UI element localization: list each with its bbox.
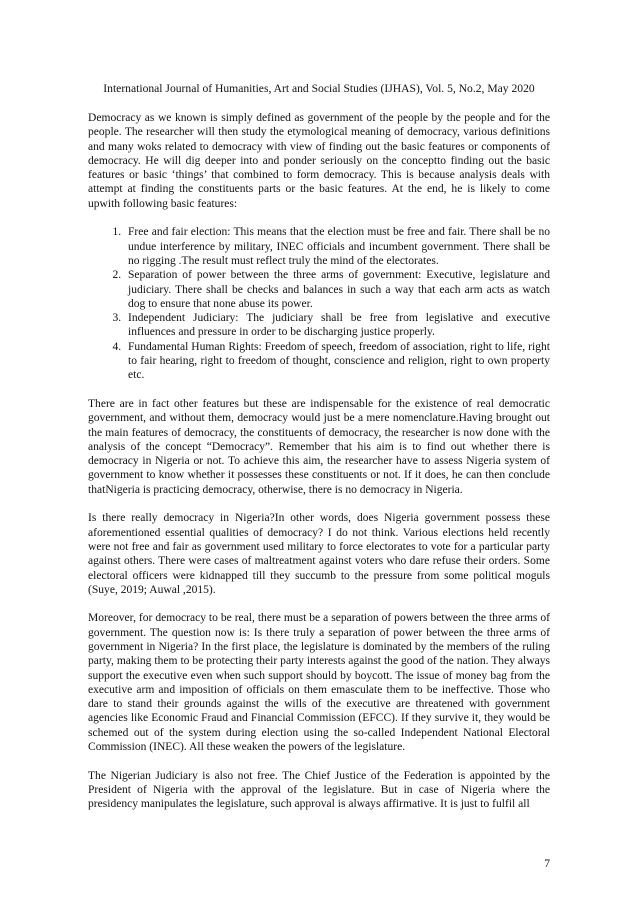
intro-paragraph: Democracy as we known is simply defined as government of the people by the people and for the people. The researcher will then study the etymological meaning of democracy, various definitions and many woks related to democracy with view of finding out the basic features or components of democracy. He will dig deeper into and ponder seriously on the conceptto finding out the basic features or basic ‘things’ that combined to form democracy. This is because analysis deals with attempt at finding the constituents parts or the basic features. At the end, he is likely to come upwith following basic features: [88, 112, 550, 210]
feature-item-3: 3. Independent Judiciary: The judiciary shall be free from legislative and executive influences and pressure in order to be discharging justice properly. [124, 311, 550, 340]
body-paragraph-3: Moreover, for democracy to be real, there must be a separation of powers between the three arms of government. The question now is: Is there truly a separation of power between the three arms of government in Nigeria? In the first place, the legislature is dominated by the members of the ruling party, making them to be protecting their party interests against the good of the nation. They always support the executive even when such support should by boycott. The issue of money bag from the executive arm and imposition of officials on them emasculate them to be ineffective. Those who dare to stand their grounds against the wills of the executive are threatened with government agencies like Economic Fraud and Financial Commission (EFCC). If they survive it, they would be schemed out of the system during election using the so-called Independent National Electoral Commission (INEC). All these weaken the powers of the legislature. [88, 612, 550, 754]
feature-item-4: 4. Fundamental Human Rights: Freedom of speech, freedom of association, right to life, right to fair hearing, right to freedom of thought, conscience and religion, right to own property etc. [124, 340, 550, 383]
feature-item-2: 2. Separation of power between the three arms of government: Executive, legislature and judiciary. There shall be checks and balances in such a way that each arm acts as watch dog to ensure that none abuse its power. [124, 268, 550, 311]
body-paragraph-4: The Nigerian Judiciary is also not free. The Chief Justice of the Federation is appointed by the President of Nigeria with the approval of the legislature. But in case of Nigeria where the presidency manipulates the legislature, such approval is always affirmative. It is just to fulfil all [88, 769, 550, 811]
body-paragraph-1: There are in fact other features but these are indispensable for the existence of real democratic government, and without them, democracy would just be a mere nomenclature.Having brought out the main features of democracy, the constituents of democracy, the researcher is now done with the analysis of the concept “Democracy”. Remember that his aim is to find out whether there is democracy in Nigeria or not. To achieve this aim, the researcher have to assess Nigeria system of government to know whether it possesses these constituents or not. If it does, he can then conclude thatNigeria is practicing democracy, otherwise, there is no democracy in Nigeria. [88, 397, 550, 496]
features-list [88, 225, 550, 382]
feature-item-1: 1. Free and fair election: This means that the election must be free and fair. There shall be no undue interference by military, INEC officials and incumbent government. There shall be no rigging .The result must reflect truly the mind of the electorates. [124, 225, 550, 268]
body-paragraph-2: Is there really democracy in Nigeria?In other words, does Nigeria government possess these aforementioned essential qualities of democracy? I do not think. Various elections held recently were not free and fair as government used military to force electorates to vote for a particular party against others. There were cases of maltreatment against voters who dare refuse their orders. Some electoral officers were kidnapped till they succumb to the pressure from some political moguls (Suye, 2019; Auwal ,2015). [88, 512, 550, 596]
article-body [88, 111, 550, 812]
journal-header: International Journal of Humanities, Art and Social Studies (IJHAS), Vol. 5, No.2, May 2020 [103, 82, 535, 95]
page-number: 7 [544, 857, 550, 870]
